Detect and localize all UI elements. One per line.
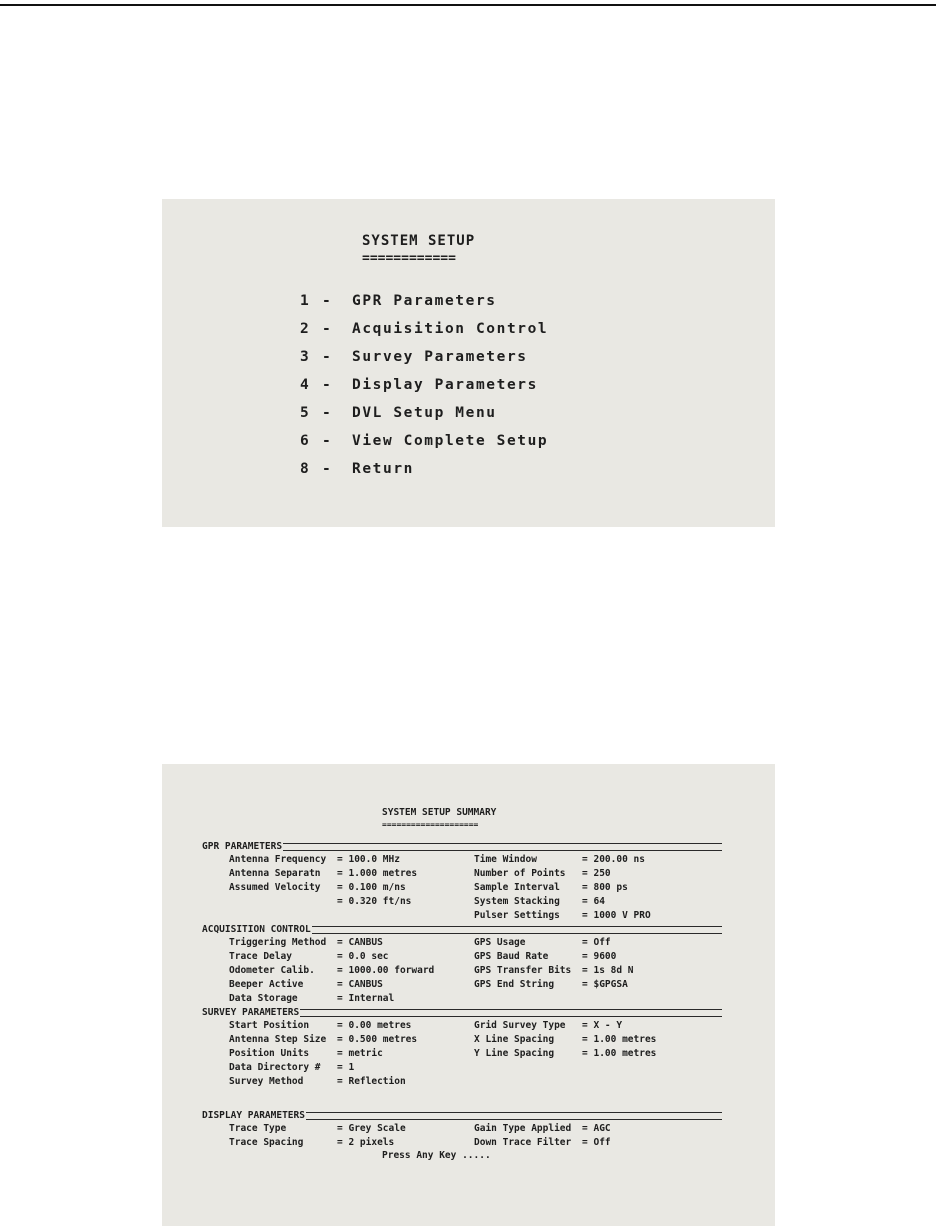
menu-item-label: GPR Parameters <box>352 293 497 309</box>
menu-item-separator: - <box>322 461 333 477</box>
param-y-line-spacing: Y Line Spacing = 1.00 metres <box>474 1048 657 1059</box>
menu-title-underline: ============ <box>362 251 456 266</box>
section-heading-label: DISPLAY PARAMETERS <box>202 1110 305 1121</box>
menu-item-key: 4 <box>300 377 311 393</box>
section-heading-rule <box>283 843 722 851</box>
menu-item-key: 2 <box>300 321 311 337</box>
menu-item-label: View Complete Setup <box>352 433 549 449</box>
section-heading-rule <box>312 926 722 934</box>
section-heading-label: GPR PARAMETERS <box>202 841 283 852</box>
page-top-rule <box>0 4 936 6</box>
menu-item-label: Acquisition Control <box>352 321 549 337</box>
param-assumed-velocity-ft: = 0.320 ft/ns <box>337 896 412 907</box>
system-setup-summary-screen[interactable] <box>162 764 775 1226</box>
param-trace-delay: Trace Delay = 0.0 sec <box>229 951 389 962</box>
param-gps-end-string: GPS End String = $GPGSA <box>474 979 628 990</box>
menu-item-label: Return <box>352 461 414 477</box>
section-heading-acquisition-control <box>202 923 722 936</box>
section-heading-label: SURVEY PARAMETERS <box>202 1007 300 1018</box>
menu-item-separator: - <box>322 293 333 309</box>
param-odometer-calib: Odometer Calib. = 1000.00 forward <box>229 965 435 976</box>
param-antenna-separatn: Antenna Separatn = 1.000 metres <box>229 868 418 879</box>
menu-item-acquisition-control[interactable] <box>300 315 548 343</box>
param-position-units: Position Units = metric <box>229 1048 383 1059</box>
param-x-line-spacing: X Line Spacing = 1.00 metres <box>474 1034 657 1045</box>
param-data-storage: Data Storage = Internal <box>229 993 395 1004</box>
section-heading-survey-parameters <box>202 1006 722 1019</box>
menu-item-key: 1 <box>300 293 311 309</box>
param-antenna-frequency: Antenna Frequency = 100.0 MHz <box>229 854 400 865</box>
menu-item-view-complete-setup[interactable] <box>300 427 548 455</box>
param-beeper-active: Beeper Active = CANBUS <box>229 979 383 990</box>
press-any-key-prompt: Press Any Key ..... <box>382 1150 491 1161</box>
param-gps-baud-rate: GPS Baud Rate = 9600 <box>474 951 617 962</box>
param-data-directory: Data Directory # = 1 <box>229 1062 355 1073</box>
menu-item-separator: - <box>322 405 333 421</box>
menu-item-label: DVL Setup Menu <box>352 405 497 421</box>
param-number-of-points: Number of Points = 250 <box>474 868 611 879</box>
param-trace-type: Trace Type = Grey Scale <box>229 1123 406 1134</box>
menu-item-display-parameters[interactable] <box>300 371 548 399</box>
menu-item-key: 6 <box>300 433 311 449</box>
menu-item-separator: - <box>322 433 333 449</box>
menu-item-dvl-setup-menu[interactable] <box>300 399 548 427</box>
param-antenna-step-size: Antenna Step Size = 0.500 metres <box>229 1034 418 1045</box>
param-gps-usage: GPS Usage = Off <box>474 937 611 948</box>
menu-item-separator: - <box>322 321 333 337</box>
param-grid-survey-type: Grid Survey Type = X - Y <box>474 1020 623 1031</box>
menu-item-gpr-parameters[interactable] <box>300 287 548 315</box>
menu-item-label: Survey Parameters <box>352 349 528 365</box>
param-triggering-method: Triggering Method = CANBUS <box>229 937 383 948</box>
param-trace-spacing: Trace Spacing = 2 pixels <box>229 1137 395 1148</box>
menu-item-key: 3 <box>300 349 311 365</box>
param-start-position: Start Position = 0.00 metres <box>229 1020 412 1031</box>
param-pulser-settings: Pulser Settings = 1000 V PRO <box>474 910 651 921</box>
param-gps-transfer-bits: GPS Transfer Bits = 1s 8d N <box>474 965 634 976</box>
menu-list <box>300 287 548 483</box>
menu-title: SYSTEM SETUP <box>362 233 476 249</box>
menu-item-key: 8 <box>300 461 311 477</box>
menu-item-return[interactable] <box>300 455 548 483</box>
section-heading-gpr-parameters <box>202 840 722 853</box>
system-setup-menu-screen <box>162 199 775 527</box>
menu-item-label: Display Parameters <box>352 377 538 393</box>
param-gain-type-applied: Gain Type Applied = AGC <box>474 1123 611 1134</box>
summary-title: SYSTEM SETUP SUMMARY <box>382 807 497 818</box>
section-heading-rule <box>300 1009 722 1017</box>
param-assumed-velocity: Assumed Velocity = 0.100 m/ns <box>229 882 406 893</box>
menu-item-key: 5 <box>300 405 311 421</box>
param-down-trace-filter: Down Trace Filter = Off <box>474 1137 611 1148</box>
section-heading-rule <box>306 1112 722 1120</box>
param-survey-method: Survey Method = Reflection <box>229 1076 406 1087</box>
menu-item-separator: - <box>322 377 333 393</box>
param-time-window: Time Window = 200.00 ns <box>474 854 645 865</box>
section-heading-display-parameters <box>202 1109 722 1122</box>
param-system-stacking: System Stacking = 64 <box>474 896 605 907</box>
section-heading-label: ACQUISITION CONTROL <box>202 924 311 935</box>
menu-item-survey-parameters[interactable] <box>300 343 548 371</box>
summary-title-underline: ==================== <box>382 820 479 829</box>
menu-item-separator: - <box>322 349 333 365</box>
param-sample-interval: Sample Interval = 800 ps <box>474 882 628 893</box>
